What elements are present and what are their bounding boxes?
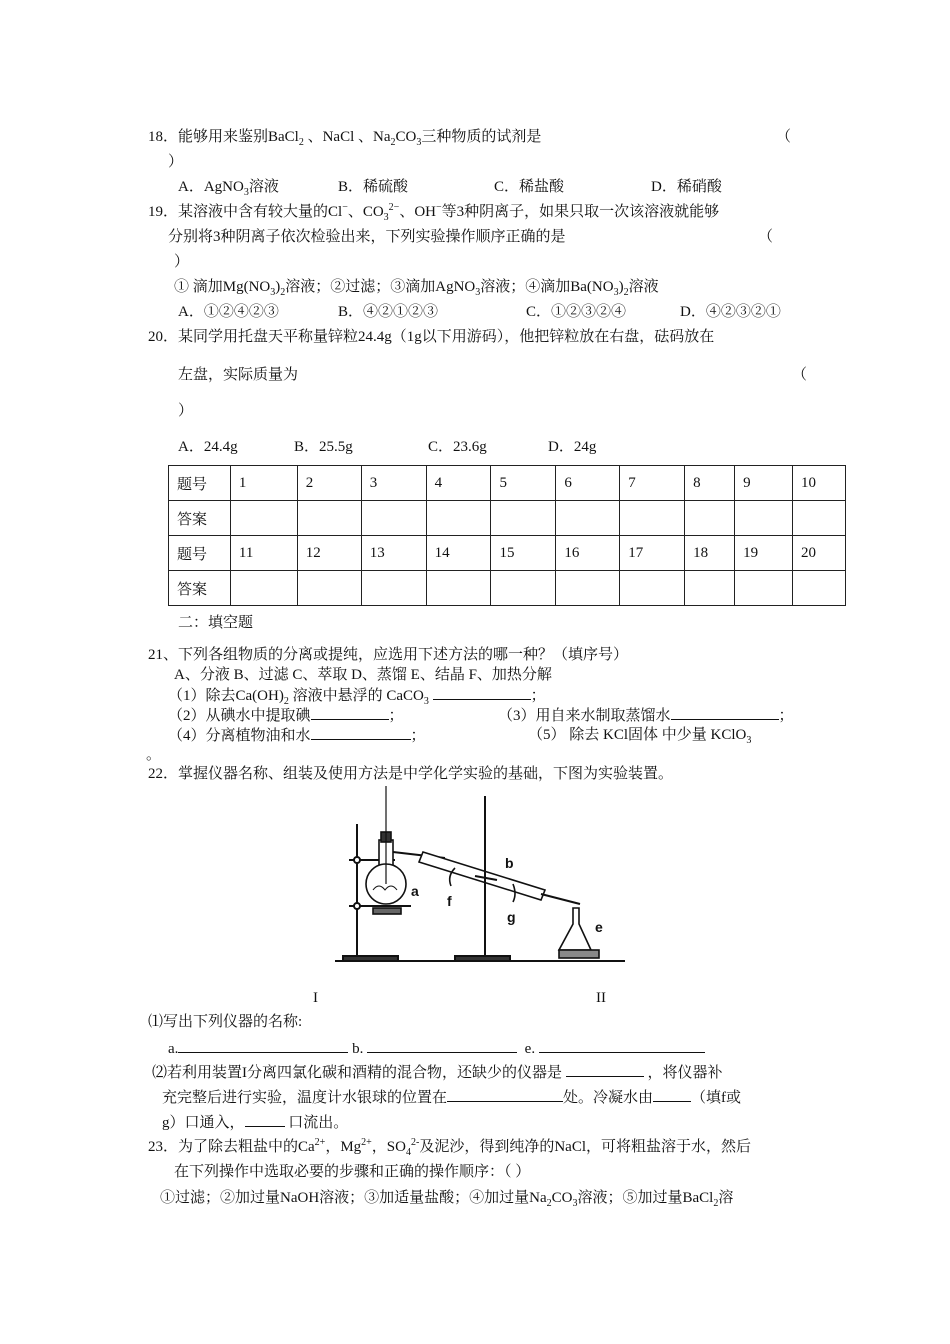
blank-instrument-e[interactable] — [539, 1038, 705, 1053]
label-answer: 答案 — [169, 501, 231, 536]
question-no-cell: 15 — [491, 536, 556, 571]
answer-cell[interactable] — [361, 501, 426, 536]
answer-table-number-row-1 — [169, 466, 846, 501]
distillation-apparatus-figure — [335, 784, 625, 964]
q22-stem: 22．掌握仪器名称、组装及使用方法是中学化学实验的基础，下图为实验装置。 — [148, 766, 674, 782]
blank-water-outlet[interactable] — [245, 1112, 285, 1127]
question-no-cell: 10 — [792, 466, 845, 501]
q21-part-4: （4）分离植物油和水 ； — [168, 725, 426, 746]
answer-cell[interactable] — [297, 571, 361, 606]
q21-part-3: （3）用自来水制取蒸馏水 ； — [498, 705, 794, 726]
clamp-screw-upper — [354, 857, 360, 863]
answer-cell[interactable] — [620, 571, 685, 606]
answer-cell[interactable] — [426, 501, 491, 536]
question-no-cell: 11 — [230, 536, 297, 571]
q20-option-c: C．23.6g — [428, 439, 487, 455]
q22-sub2-line1: ⑵若利用装置I分离四氯化碳和酒精的混合物，还缺少的仪器是 ，将仪器补 — [152, 1062, 723, 1083]
q19-paren-close: ） — [174, 254, 190, 270]
q21-trailing-mark: 。 — [146, 747, 162, 763]
q21-stem: 21、下列各组物质的分离或提纯，应选用下述方法的哪一种？（填序号） — [148, 647, 629, 663]
q21-blank-3[interactable] — [671, 705, 779, 720]
q19-option-d: D．④②③②① — [680, 304, 781, 320]
q22-sub1-prompt: ⑴写出下列仪器的名称: — [148, 1014, 303, 1030]
question-no-cell: 17 — [620, 536, 685, 571]
distilling-flask — [366, 786, 406, 914]
label-a: a — [411, 883, 419, 899]
question-no-cell: 16 — [556, 536, 620, 571]
question-no-cell: 14 — [426, 536, 491, 571]
q20-option-b: B．25.5g — [294, 439, 353, 455]
conical-flask — [559, 908, 591, 950]
answer-cell[interactable] — [685, 571, 735, 606]
adapter — [541, 894, 580, 904]
answer-cell[interactable] — [361, 571, 426, 606]
question-no-cell: 7 — [620, 466, 685, 501]
receiving-flask — [559, 908, 599, 958]
answer-cell[interactable] — [792, 571, 845, 606]
question-no-cell: 4 — [426, 466, 491, 501]
q19-option-a: A．①②④②③ — [178, 304, 279, 320]
q20-stem-line2: 左盘，实际质量为 — [178, 367, 299, 383]
q23-stem-line1: 23．为了除去粗盐中的$Ca^{2+}$，$Mg^{2+}$，$SO_4^{2-}$及泥沙，得到纯净的NaCl，可将粗盐溶于水，然后 — [148, 1137, 751, 1158]
flask-block — [559, 950, 599, 958]
label-g: g — [507, 909, 516, 925]
question-no-cell: 1 — [230, 466, 297, 501]
question-no-cell: 12 — [297, 536, 361, 571]
figure-caption-i: I — [313, 990, 318, 1006]
section-title-fill-in: 二：填空题 — [178, 615, 254, 631]
question-no-cell: 6 — [556, 466, 620, 501]
question-no-cell: 20 — [792, 536, 845, 571]
q18-option-d: D．稀硝酸 — [651, 179, 722, 195]
q22-sub2-line2: 充完整后进行实验，温度计水银球的位置在 处。冷凝水由 （填f或 — [162, 1087, 741, 1108]
blank-water-inlet[interactable] — [653, 1087, 691, 1102]
q19-paren-open: （ — [758, 229, 774, 245]
answer-table-answer-row-1 — [169, 501, 846, 536]
answer-cell[interactable] — [735, 571, 793, 606]
q18-paren-open: （ — [776, 129, 792, 145]
answer-cell[interactable] — [685, 501, 735, 536]
answer-cell[interactable] — [426, 571, 491, 606]
label-answer: 答案 — [169, 571, 231, 606]
q23-stem-line2: 在下列操作中选取必要的步骤和正确的操作顺序：（ ） — [174, 1164, 531, 1180]
question-no-cell: 3 — [361, 466, 426, 501]
q18-stem: 18．能够用来鉴别BaCl$_2$ 、NaCl 、$Na_2CO_3$三种物质的试剂是 — [148, 129, 542, 148]
q21-part-5: （5） 除去 KCl固体 中少量 KClO$_3$ — [528, 727, 752, 746]
question-no-cell: 2 — [297, 466, 361, 501]
question-no-cell: 5 — [491, 466, 556, 501]
q21-methods: A、分液 B、过滤 C、萃取 D、蒸馏 E、结晶 F、加热分解 — [174, 667, 552, 683]
q20-option-a: A．24.4g — [178, 439, 238, 455]
answer-table — [168, 465, 846, 606]
q22-sub1-answers: a. b. e. — [168, 1038, 705, 1059]
answer-table-number-row-2 — [169, 536, 846, 571]
clamp-screw-lower — [354, 903, 360, 909]
water-outlet-g — [513, 884, 515, 902]
question-no-cell: 19 — [735, 536, 793, 571]
q23-operations: ①过滤；②加过量NaOH溶液；③加适量盐酸；④加过量$Na_2CO_3$溶液；⑤加过量BaCl$_2$溶 — [160, 1190, 734, 1209]
answer-cell[interactable] — [735, 501, 793, 536]
condenser-jacket — [419, 852, 545, 900]
answer-cell[interactable] — [491, 571, 556, 606]
q18-option-c: C．稀盐酸 — [494, 179, 565, 195]
blank-thermometer-position[interactable] — [447, 1087, 563, 1102]
label-e: e — [595, 919, 603, 935]
q21-part-1: （1）除去$Ca(OH)_2$ 溶液中悬浮的 CaCO$_3$ ； — [168, 685, 546, 706]
blank-instrument-a[interactable] — [178, 1038, 348, 1053]
figure-caption-ii: II — [596, 990, 606, 1006]
q21-blank-2[interactable] — [311, 705, 389, 720]
answer-cell[interactable] — [491, 501, 556, 536]
q18-paren-close: ） — [168, 154, 184, 170]
question-no-cell: 9 — [735, 466, 793, 501]
q19-operations: ① 滴加$Mg(NO_3)_2$溶液；②过滤；③滴加AgNO$_3$溶液；④滴加$Ba(NO_3)_2$溶液 — [174, 279, 659, 298]
answer-cell[interactable] — [230, 501, 297, 536]
q18-option-b: B．稀硫酸 — [338, 179, 409, 195]
label-question-no: 题号 — [169, 466, 231, 501]
answer-cell[interactable] — [620, 501, 685, 536]
q19-option-b: B．④②①②③ — [338, 304, 439, 320]
answer-cell[interactable] — [556, 501, 620, 536]
q20-option-d: D．24g — [548, 439, 597, 455]
answer-table-answer-row-2 — [169, 571, 846, 606]
answer-cell[interactable] — [792, 501, 845, 536]
label-f: f — [447, 893, 452, 909]
q21-part-2: （2）从碘水中提取碘 ； — [168, 705, 404, 726]
q19-stem-line2: 分别将3种阴离子依次检验出来，下列实验操作顺序正确的是 — [168, 229, 566, 245]
blank-instrument-b[interactable] — [367, 1038, 517, 1053]
answer-cell[interactable] — [230, 571, 297, 606]
heater — [373, 908, 401, 914]
q20-paren-open: （ — [792, 367, 808, 383]
label-b: b — [505, 855, 514, 871]
q21-blank-1[interactable] — [433, 685, 531, 700]
blank-missing-instrument[interactable] — [566, 1062, 644, 1077]
q19-stem-line1: 19．某溶液中含有较大量的Cl−、$CO_3^{2-}$、OH−等3种阴离子，如果只取一次该溶液就能够 — [148, 202, 720, 223]
q19-option-c: C．①②③②④ — [526, 304, 627, 320]
question-no-cell: 18 — [685, 536, 735, 571]
label-question-no: 题号 — [169, 536, 231, 571]
question-no-cell: 8 — [685, 466, 735, 501]
q20-paren-close: ） — [178, 403, 194, 419]
q18-option-a: A．AgNO$_3$溶液 — [178, 179, 279, 198]
q20-stem-line1: 20．某同学用托盘天平称量锌粒24.4g（1g以下用游码），他把锌粒放在右盘，砝码放在 — [148, 329, 715, 345]
question-no-cell: 13 — [361, 536, 426, 571]
q21-blank-4[interactable] — [311, 725, 411, 740]
q22-sub2-line3: g）口通入， 口流出。 — [162, 1112, 348, 1133]
answer-cell[interactable] — [556, 571, 620, 606]
answer-cell[interactable] — [297, 501, 361, 536]
